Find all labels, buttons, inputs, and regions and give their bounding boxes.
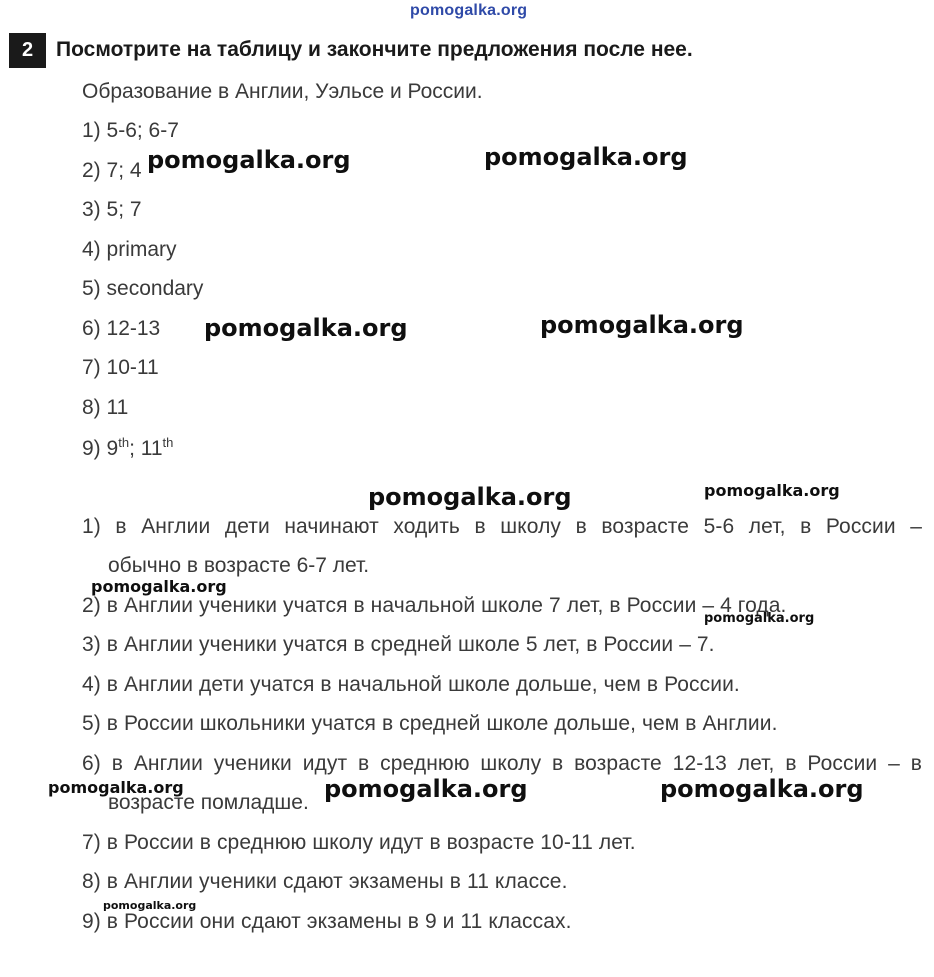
watermark: pomogalka.org [324, 775, 528, 803]
sentence-9: 9) в России они сдают экзамены в 9 и 11 классах. [82, 910, 572, 933]
answer-item: 5) secondary [82, 277, 204, 300]
answer-item: 1) 5-6; 6-7 [82, 119, 179, 142]
sentence-6: 6) в Англии ученики идут в среднюю школу в возрасте 12-13 лет, в России – в [82, 752, 922, 775]
task-title: Посмотрите на таблицу и закончите предложения после нее. [56, 38, 693, 61]
sentence-1: 1) в Англии дети начинают ходить в школу в возрасте 5-6 лет, в России – [82, 515, 922, 538]
watermark: pomogalka.org [103, 899, 197, 912]
answer-item: 4) primary [82, 238, 177, 261]
sentence-7: 7) в России в среднюю школу идут в возрасте 10-11 лет. [82, 831, 636, 854]
watermark: pomogalka.org [147, 146, 351, 174]
answer-item: 7) 10-11 [82, 356, 159, 379]
answer-item: 9) 9th; 11th [82, 435, 174, 460]
task-number-badge: 2 [9, 33, 46, 68]
sentence-2: 2) в Англии ученики учатся в начальной школе 7 лет, в России – 4 года. [82, 594, 787, 617]
sentence-3: 3) в Англии ученики учатся в средней школе 5 лет, в России – 7. [82, 633, 715, 656]
watermark: pomogalka.org [91, 577, 227, 596]
sentence-4: 4) в Англии дети учатся в начальной школе дольше, чем в России. [82, 673, 740, 696]
watermark: pomogalka.org [704, 481, 840, 500]
site-watermark: pomogalka.org [410, 2, 528, 19]
watermark: pomogalka.org [704, 611, 815, 626]
watermark: pomogalka.org [660, 775, 864, 803]
watermark: pomogalka.org [540, 311, 744, 339]
sentence-5: 5) в России школьники учатся в средней школе дольше, чем в Англии. [82, 712, 778, 735]
answer-item: 2) 7; 4 [82, 159, 142, 182]
watermark: pomogalka.org [48, 778, 184, 797]
answer-item: 3) 5; 7 [82, 198, 142, 221]
watermark: pomogalka.org [204, 314, 408, 342]
watermark: pomogalka.org [484, 143, 688, 171]
table-title: Образование в Англии, Уэльсе и России. [82, 80, 483, 103]
sentence-8: 8) в Англии ученики сдают экзамены в 11 классе. [82, 870, 568, 893]
answer-item: 8) 11 [82, 396, 129, 419]
sentence-6-continuation: возрасте помладше. [108, 791, 309, 814]
sentence-1-continuation: обычно в возрасте 6-7 лет. [108, 554, 370, 577]
watermark: pomogalka.org [368, 483, 572, 511]
answer-item: 6) 12-13 [82, 317, 161, 340]
